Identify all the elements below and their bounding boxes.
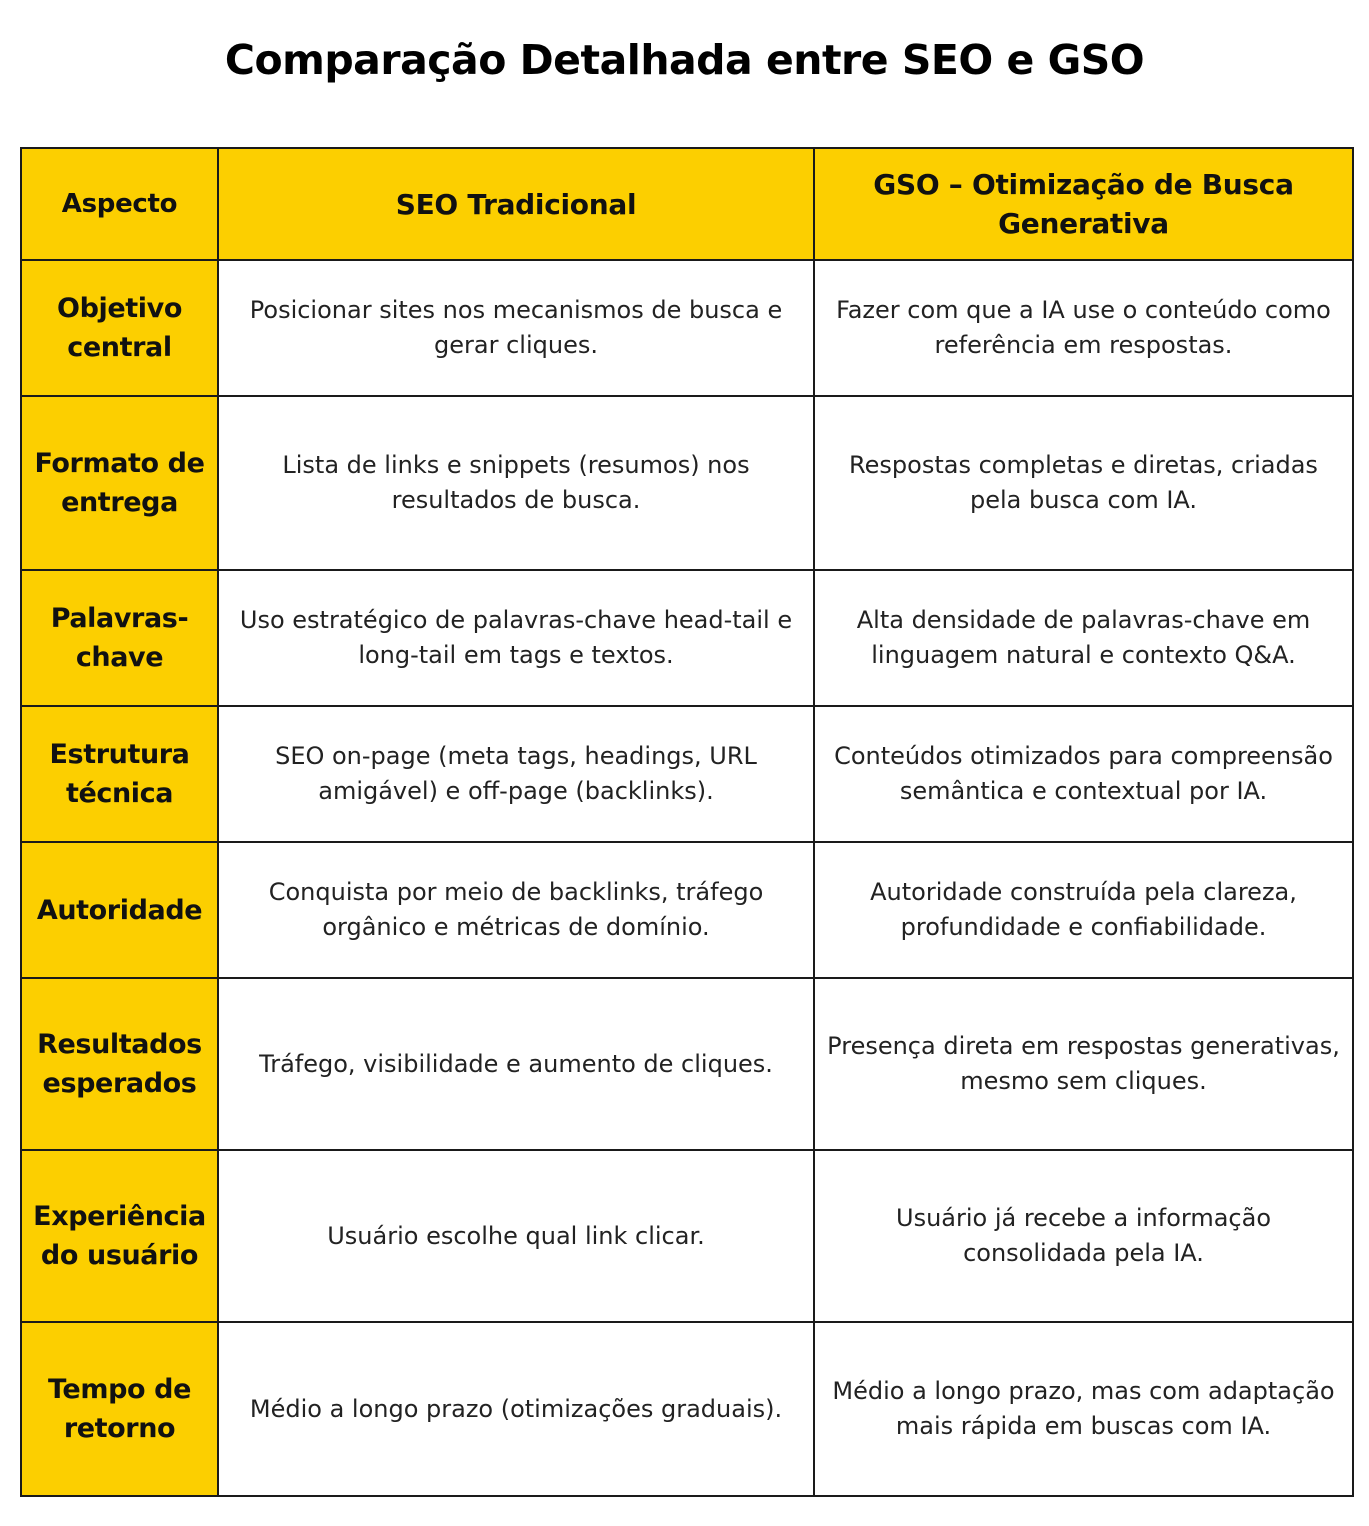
row-seo-cell: Médio a longo prazo (otimizações graduais). [218,1322,814,1496]
row-gso-cell: Presença direta em respostas generativas, mesmo sem cliques. [814,978,1353,1150]
table-row [21,842,1353,978]
row-gso-cell: Conteúdos otimizados para compreensão semântica e contextual por IA. [814,706,1353,842]
table-row [21,1322,1353,1496]
row-aspect-label: Formato de entrega [21,396,218,570]
header-gso: GSO – Otimização de Busca Generativa [814,148,1353,260]
row-seo-cell: Usuário escolhe qual link clicar. [218,1150,814,1322]
row-aspect-label: Objetivo central [21,260,218,396]
row-aspect-label: Autoridade [21,842,218,978]
page-title: Comparação Detalhada entre SEO e GSO [224,36,1145,84]
row-aspect-label: Experiência do usuário [21,1150,218,1322]
table-row [21,978,1353,1150]
row-seo-cell: SEO on-page (meta tags, headings, URL amigável) e off-page (backlinks). [218,706,814,842]
table-row [21,706,1353,842]
row-gso-cell: Usuário já recebe a informação consolidada pela IA. [814,1150,1353,1322]
row-gso-cell: Autoridade construída pela clareza, profundidade e confiabilidade. [814,842,1353,978]
header-seo: SEO Tradicional [218,148,814,260]
row-gso-cell: Médio a longo prazo, mas com adaptação mais rápida em buscas com IA. [814,1322,1353,1496]
row-aspect-label: Estrutura técnica [21,706,218,842]
table-row [21,260,1353,396]
table-header-row [21,148,1353,260]
row-gso-cell: Alta densidade de palavras-chave em linguagem natural e contexto Q&A. [814,570,1353,706]
row-seo-cell: Tráfego, visibilidade e aumento de cliques. [218,978,814,1150]
row-aspect-label: Resultados esperados [21,978,218,1150]
row-seo-cell: Conquista por meio de backlinks, tráfego orgânico e métricas de domínio. [218,842,814,978]
row-aspect-label: Tempo de retorno [21,1322,218,1496]
row-gso-cell: Fazer com que a IA use o conteúdo como referência em respostas. [814,260,1353,396]
table-row [21,396,1353,570]
row-aspect-label: Palavras-chave [21,570,218,706]
row-seo-cell: Posicionar sites nos mecanismos de busca e gerar cliques. [218,260,814,396]
header-aspect: Aspecto [21,148,218,260]
comparison-table [20,147,1354,1497]
row-seo-cell: Lista de links e snippets (resumos) nos resultados de busca. [218,396,814,570]
row-seo-cell: Uso estratégico de palavras-chave head-tail e long-tail em tags e textos. [218,570,814,706]
row-gso-cell: Respostas completas e diretas, criadas pela busca com IA. [814,396,1353,570]
table-row [21,1150,1353,1322]
table-row [21,570,1353,706]
